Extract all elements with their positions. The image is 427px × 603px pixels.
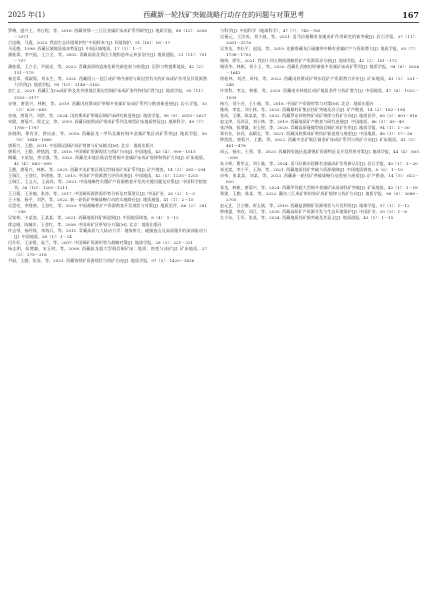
issue-label: 2025 年(1) [8, 10, 45, 19]
reference-entry: 唐菊兴，王勤，2011. 中国斑岩铜矿成矿规律与矿床模式[M]. 北京：地质出版社 [8, 142, 154, 148]
reference-entry: 周云，杨东，王勇，等。2023. 西藏阿里地区盐湖锂矿资源特征及开发利用对策[J]. 地球学报，44（4）：605－616 [220, 148, 419, 160]
reference-entry: 王卫强，王亚楠，张涛，等。2017. 中国铜资源供需形势分析及对策建议[J]. 中国矿业，26（2）：1－5 [8, 191, 195, 197]
reference-entry: 潘桂棠，王立全，尹福光，等。2022. 青藏高原构造演化研究新进展与展望[J]. 沉积与特提斯地质，42（2）：151－175 [8, 64, 207, 76]
reference-entry: 杨志明，侯增谦，宋玉财，等。2008. 西藏驱龙超大型斑岩铜矿床：地质、蚀变与成矿[J]. 矿床地质，27（3）：279－318 [8, 245, 207, 257]
reference-entry: 王小春，杨平，刘洪，等。2022. 新一轮找矿突破战略行动的实施路径[J]. 地质通报，41（1）：2－10 [8, 197, 194, 203]
reference-entry: 王瑞江，王义天，王高尚，等。2021. 中国战略性关键矿产资源勘查开发的关键问题及对策[J]. 中国科学院院刊，36（10）：1201－1211 [8, 179, 207, 191]
reference-entry: 吴家林，卡某加，王某某，等。2021. 西藏地质找矿新进展[J]. 中国地质调查，8（4）：1－12 [8, 215, 179, 221]
reference-entry: 王瑞江，王登红，李建康，等。2015. 中国矿产资源潜力评价成果[J]. 中国地质，42（5）：1235－1251 [8, 173, 199, 179]
reference-entry: 王勤，唐菊兴，林彬，等。2023. 西藏多龙矿集区斑岩型铜金矿成矿系列[J]. 矿产勘查，14（3）：285－294 [8, 167, 206, 173]
reference-entry: 朱小辉，曹华文，刘小驰，等。2024. 喜马拉雅东段稀有金属成矿作用新认识[J]. 岩石学报，40（1）：1－20 [220, 161, 418, 167]
reference-entry: 徐桂林，刘洪，成伟，等。2022. 西藏冈底斯成矿带东段矿产资源潜力评价[J]. 矿床地质，41（2）：231－248 [220, 76, 419, 88]
reference-entry: 尹丽，王勤，张涛，等。2023. 西藏铬铁矿资源现状与找矿方向[J]. 地质学报，97（5）：1420－1436 [8, 257, 195, 263]
reference-entry: 秦克章，邢淑菊，刘永生，等。2021. 西藏班公－怒江成矿带内部的与斑岩型有关的矿床成矿作用及其资源潜力评价[J]. 地质学报，95（10）：3146－3162 [8, 76, 207, 88]
reference-entry: 姚伟，李忠，刘小林，等。2023. 西藏雄村矿集区找矿突破及启示[J]. 矿产勘查，14（2）：182－194 [220, 106, 406, 112]
reference-entry: 陶耀，卡某加，李宗强，等。2022. 西藏尼木地区斑岩型钼铜多金属矿床成矿规律和找矿方向[J]. 矿床地质，41（4）：683－699 [8, 154, 207, 167]
reference-entry: 唐菊兴，王勤，钟凯凯，等。2016. 中国铜矿资源现状与找矿方向[J]. 中国地质，43（4）：999－1015 [8, 148, 196, 154]
reference-entry: 马廷德，1998. 西藏区域地质基本特征[J]. 中国区域地质，17（1）：1－7 [8, 46, 142, 52]
reference-entry: 赵元艺，吕立娜，崔玉斌，等。2016. 西藏盐湖锂矿资源现状与开发利用[J]. 地球学报，37（1）：1－12 [220, 203, 410, 209]
reference-entry: 左小东，王军，张某，等。2024. 西藏地质找矿新突破及其意义[J]. 地质通报，43（1）：1－15 [220, 215, 394, 221]
reference-entry: 吴福元，王汝成，刘小驰，等。2021. 喜马拉雅稀有金属成矿作用研究的新突破[J]. 岩石学报，37（11）：3261－3276 [220, 34, 419, 46]
references-right-column [220, 28, 419, 599]
reference-entry: 吴恩亮，李建康，王登红，等。2020. 中国战略性矿产资源勘查开发现状与对策[J]. 地质论评，66（2）：281－296 [8, 203, 207, 215]
reference-entry: 史仁义，2021. 西藏汇龙Cu成矿带及其外围地区斑岩型铜矿床成矿条件和找矿潜力[J]. 地质学报，95（11）：3163－3177 [8, 88, 207, 100]
reference-entry: 吴华龙，李长平，赵国，等。2019. 论雅鲁藏布江碰撞带中稀有金属矿产与资源潜力[J]. 地质学报，93（7）：1738－1753 [220, 46, 419, 58]
reference-entry: 谢伟，徐军，2021. 我国十四五期间战略性矿产资源需求分析[J]. 地球学报，42（2）：161－172 [220, 58, 397, 64]
reference-entry: 许荣科，李文，林彬，等。2020. 西藏南木林地区成矿地质条件与找矿潜力[J]. 中国地质，47（4）：1022－1039 [220, 88, 419, 100]
reference-entry: 潘桂棠，李兴振，王立全，等。2002. 青藏高原及邻区大地构造单元初步划分[J]. 地质通报，21（11）：701－707 [8, 52, 207, 64]
page-number: 167 [402, 9, 419, 20]
reference-entry: 徐志刚，陈毓川，王登红，等。2008. 中国成矿区带划分方案[M]. 北京：地质出版社 [8, 221, 163, 227]
reference-entry: 卓伟，张某某，刘某，等。2023. 西藏新一轮找矿突破战略行动进展与展望[J]. 矿产勘查，14（5）：612－620 [220, 173, 419, 185]
reference-entry: 宋健，唐菊兴，郑文宝，等。2019. 西藏冈底斯成矿带成矿系列及典型矿床地质特征[J]. 地球科学，49（7）：1780－1797 [8, 118, 207, 130]
reference-entry: 闫升好，王安建，高兰，等。2007. 中国铜矿资源形势与战略对策[J]. 地球学报，28（3）：221－231 [8, 239, 194, 245]
reference-entry: 吕忠梅，马震，2023. 我国生态环境保护的“中国样本”[J]. 环境保护，51（16）：16－17 [8, 40, 171, 46]
reference-entry: 赵文津，吴珍汉，刘小林，等。2019. 西藏地质矿产勘查与研究进展[J]. 中国地质，46（5）：45－49 [220, 118, 405, 124]
reference-entry: 宋扬，唐菊兴，刘洪，等。2024. 冈底斯成矿带斑岩铜矿床研究新进展[J]. 地质学报，98（9）：2610－2627 [8, 112, 207, 118]
reference-entry: 张洪瑞，侯增谦，宋玉财，等。2020. 青藏高原碰撞型斑岩铜矿成矿作用[J]. 地质学报，94（1）：1－30 [220, 124, 410, 130]
reference-entry: 张龙，林彬，唐菊兴，等。2024. 西藏甲玛超大型铜多金属矿床深部找矿突破[J]. 矿床地质，43（1）：1－18 [220, 185, 418, 191]
running-title: 西藏新一轮找矿突破战略行动存在的问题与对策思考 [143, 10, 305, 19]
header-rule [8, 22, 419, 23]
reference-entry: 钟康惠，李欣，刘江，等。2020. 西藏高原矿产资源开发与生态环境保护[J]. 中国矿业，29（3）：1－6 [220, 209, 407, 215]
reference-entry: 孙晓明，郑有业，曾庆高，等。2016. 西藏驱龙－甲玛及雄村铜多金属矿集区成矿系列[J]. 地质学报，90（8）：1648－1660 [8, 130, 207, 142]
reference-entry: 杨方，刘小芳，王小刚，等。2018. 中国矿产资源形势与对策[M]. 北京：地质出版社 [220, 100, 375, 106]
reference-entry: 郑建，王勤，陈某，等。2022. 藏东三江成矿带铅锌矿成矿规律与找矿方向[J]. 地质学报，96（8）：2688－2705 [220, 191, 419, 203]
reference-entry: 钟凯凯，唐菊兴，王勤，等。2022. 西藏多龙矿集区铜金矿床成矿系列与找矿方向[J]. 矿床地质，41（3）：461－478 [220, 136, 419, 148]
reference-entry: 谢贵华，林彬，刘小玉，等。2020. 西藏扎西康铅锌锑银多金属矿床成矿系列[J]. 地质学报，94（6）：1624－1642 [220, 64, 419, 76]
reference-entry: 许志琴，杨经绥，李海兵，等。2011. 青藏高原与大陆动力学：地体拼合、碰撞造山及高原隆升的深部驱动力[J]. 中国地质，38（1）：1－24 [8, 227, 207, 239]
reference-entry: 邹光富，李小平，王海，等。2021. 西藏地质找矿突破与资源保障[J]. 中国地质调查，8（6）：1－10 [220, 167, 403, 173]
reference-entry: 宋扬，唐菊兴，林彬，等。2019. 西藏冈底斯成矿带铜多金属矿床成矿系列与勘查新进展[J]. 岩石学报，35（3）：625－645 [8, 100, 207, 112]
reference-entry: 罗梅，盛兴土，李日程，等。2016. 西藏荣那－三江区金属矿床成矿系列研究[J]. 地质学报，88（12）：2556－2571 [8, 28, 207, 40]
reference-entry: 张成，王娜，陈某某，等。2022. 西藏罗布莎铬铁矿成矿规律与找矿方向[J]. 地质论评，68（3）：801－816 [220, 112, 418, 118]
references-left-column [8, 28, 207, 599]
reference-entry: 郑有业，孙祥，高顺宝，等。2021. 西藏冈底斯成矿带找矿新进展与展望[J]. 中国地质，48（1）：17－36 [220, 130, 413, 136]
page-header [8, 8, 419, 21]
reference-entry: 与科学[J]. 中国科学（地球科学），47（7）：745－765 [220, 28, 321, 33]
